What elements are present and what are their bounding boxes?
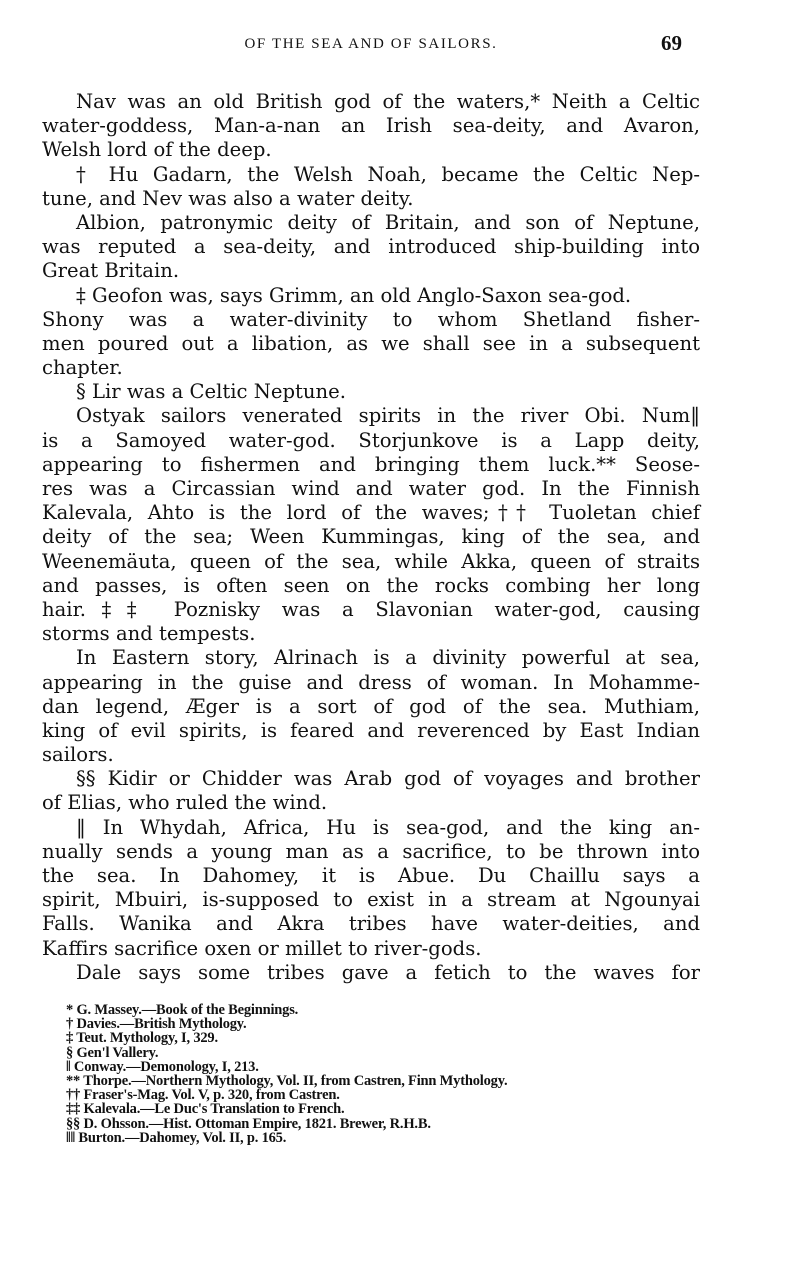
text-line: Great Britain. bbox=[42, 259, 180, 283]
text-line: deity of the sea; Ween Kummingas, king of the sea, and bbox=[42, 525, 700, 549]
text-line: water-goddess, Man-a-nan an Irish sea-deity, and Avaron, bbox=[42, 114, 700, 138]
text-line: ‡ Geofon was, says Grimm, an old Anglo-Saxon sea-god. bbox=[76, 283, 632, 307]
text-line: sailors. bbox=[42, 743, 114, 767]
text-line: spirit, Mbuiri, is-supposed to exist in a stream at Ngounyai bbox=[42, 888, 700, 912]
text-line: king of evil spirits, is feared and reverenced by East Indian bbox=[42, 718, 700, 742]
text-line: Nav was an old British god of the waters,* Neith a Celtic bbox=[76, 90, 700, 113]
text-line: appearing to fishermen and bringing them luck.** Seose- bbox=[42, 452, 700, 476]
body-text bbox=[42, 90, 700, 985]
text-line: tune, and Nev was also a water deity. bbox=[42, 186, 414, 210]
text-line: Dale says some tribes gave a fetich to the waves for bbox=[76, 960, 700, 984]
footnotes bbox=[66, 1003, 507, 1145]
footnote: ‡ Teut. Mythology, I, 329. bbox=[66, 1030, 218, 1047]
text-line: Welsh lord of the deep. bbox=[42, 138, 272, 162]
footnote: ‖‖ Burton.—Dahomey, Vol. II, p. 165. bbox=[66, 1129, 287, 1146]
text-line: res was a Circassian wind and water god. In the Finnish bbox=[42, 477, 700, 500]
text-line: appearing in the guise and dress of woman. In Mohamme- bbox=[42, 670, 700, 694]
text-line: Falls. Wanika and Akra tribes have water-deities, and bbox=[42, 912, 700, 936]
text-line: of Elias, who ruled the wind. bbox=[42, 791, 328, 815]
text-line: chapter. bbox=[42, 356, 123, 380]
footnote: ‖ Conway.—Demonology, I, 213. bbox=[66, 1058, 259, 1075]
text-line: was reputed a sea-deity, and introduced ship-building into bbox=[42, 235, 700, 259]
footnote: † Davies.—British Mythology. bbox=[66, 1016, 247, 1033]
running-header bbox=[42, 33, 700, 57]
footnote: * G. Massey.—Book of the Beginnings. bbox=[66, 1002, 299, 1018]
text-line: storms and tempests. bbox=[42, 622, 256, 646]
text-line: § Lir was a Celtic Neptune. bbox=[76, 380, 346, 404]
text-line: and passes, is often seen on the rocks combing her long bbox=[42, 573, 700, 597]
footnote: †† Fraser's-Mag. Vol. V, p. 320, from Castren. bbox=[66, 1087, 340, 1104]
text-line: nually sends a young man as a sacrifice, to be thrown into bbox=[42, 839, 700, 863]
text-line: † Hu Gadarn, the Welsh Noah, became the Celtic Nep- bbox=[76, 162, 700, 186]
text-line: §§ Kidir or Chidder was Arab god of voyages and brother bbox=[76, 767, 700, 791]
text-line: ‖ In Whydah, Africa, Hu is sea-god, and the king an- bbox=[76, 815, 700, 839]
text-line: Albion, patronymic deity of Britain, and son of Neptune, bbox=[76, 210, 700, 234]
text-line: hair.‡‡ Poznisky was a Slavonian water-god, causing bbox=[42, 597, 700, 621]
text-line: dan legend, Æger is a sort of god of the sea. Muthiam, bbox=[42, 694, 700, 718]
text-line: In Eastern story, Alrinach is a divinity powerful at sea, bbox=[76, 646, 700, 670]
text-line: is a Samoyed water-god. Storjunkove is a Lapp deity, bbox=[42, 428, 700, 452]
text-line: Weenemäuta, queen of the sea, while Akka, queen of straits bbox=[42, 549, 700, 573]
footnote: §§ D. Ohsson.—Hist. Ottoman Empire, 1821. Brewer, R.H.B. bbox=[66, 1115, 431, 1132]
text-line: Ostyak sailors venerated spirits in the river Obi. Num‖ bbox=[76, 404, 700, 428]
footnote: ‡‡ Kalevala.—Le Duc's Translation to French. bbox=[66, 1101, 345, 1118]
text-line: men poured out a libation, as we shall see in a subsequent bbox=[42, 331, 700, 355]
footnote: § Gen'l Vallery. bbox=[66, 1044, 159, 1061]
text-line: Shony was a water-divinity to whom Shetland fisher- bbox=[42, 307, 700, 331]
text-line: Kalevala, Ahto is the lord of the waves;†† Tuoletan chief bbox=[42, 501, 700, 525]
text-line: Kaffirs sacrifice oxen or millet to river-gods. bbox=[42, 936, 482, 960]
text-line: the sea. In Dahomey, it is Abue. Du Chaillu says a bbox=[42, 864, 700, 887]
page-number: 69 bbox=[661, 31, 682, 55]
running-title: OF THE SEA AND OF SAILORS. bbox=[244, 36, 498, 52]
footnote: ** Thorpe.—Northern Mythology, Vol. II, from Castren, Finn Mythology. bbox=[66, 1072, 508, 1089]
